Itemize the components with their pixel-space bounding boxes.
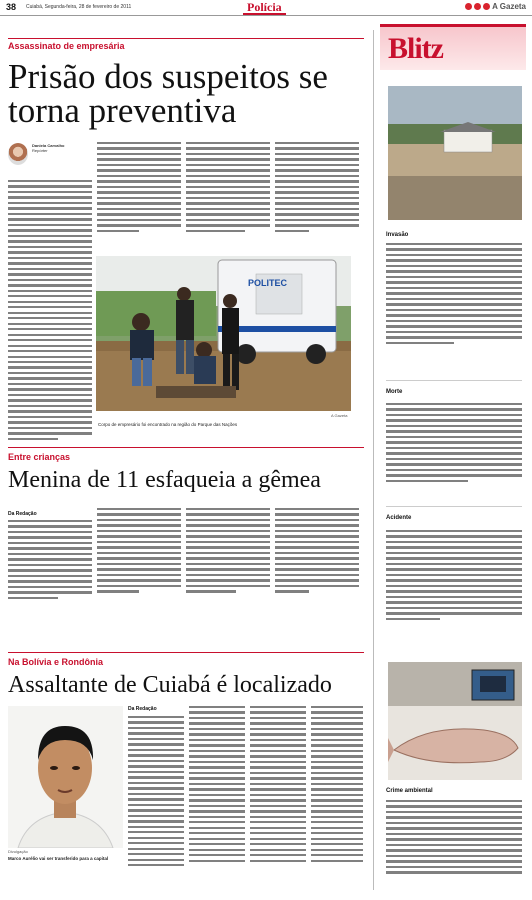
van-label: POLITEC bbox=[248, 278, 288, 288]
sidebar-text-morte bbox=[386, 403, 522, 501]
story2-byline: Da Redação bbox=[8, 511, 37, 517]
section-title: Polícia bbox=[243, 1, 286, 15]
page-number: 38 bbox=[6, 2, 17, 12]
story1-kicker: Assassinato de empresária bbox=[8, 41, 125, 51]
brand-logo bbox=[465, 2, 526, 11]
suspect-photo-caption: Marco Aurélio vai ser transferido para a capital bbox=[8, 856, 109, 861]
logo-dot-icon bbox=[465, 3, 472, 10]
sidebar-text-acidente bbox=[386, 530, 522, 642]
story1-column-3 bbox=[186, 142, 270, 252]
sidebar-heading-crime-ambiental: Crime ambiental bbox=[386, 788, 433, 794]
story1-photo-credit: A Gazeta bbox=[331, 413, 348, 418]
invasion-photo bbox=[388, 86, 522, 220]
story3-column-4 bbox=[311, 706, 363, 892]
seized-fish-illustration bbox=[388, 662, 522, 780]
suspect-photo-credit: Divulgação bbox=[8, 849, 28, 854]
logo-dot-icon bbox=[474, 3, 481, 10]
story2-column-4 bbox=[275, 508, 359, 618]
sidebar-divider bbox=[386, 506, 522, 507]
sidebar-heading-morte: Morte bbox=[386, 389, 403, 395]
sidebar-heading-acidente: Acidente bbox=[386, 515, 412, 521]
fish-photo bbox=[388, 662, 522, 780]
blitz-banner bbox=[380, 24, 526, 70]
kicker-rule bbox=[8, 652, 364, 653]
sidebar-text-crime-ambiental bbox=[386, 800, 522, 892]
story3-headline: Assaltante de Cuiabá é localizado bbox=[8, 672, 332, 698]
logo-dot-icon bbox=[483, 3, 490, 10]
sidebar-divider bbox=[386, 380, 522, 381]
invasion-scene-illustration bbox=[388, 86, 522, 220]
story3-column-2 bbox=[189, 706, 245, 892]
story3-kicker: Na Bolívia e Rondônia bbox=[8, 657, 104, 667]
brand-name: A Gazeta bbox=[492, 2, 526, 11]
story2-column-2 bbox=[97, 508, 181, 618]
sidebar-heading-invasao: Invasão bbox=[386, 232, 409, 238]
story2-kicker: Entre crianças bbox=[8, 452, 71, 462]
author-box bbox=[8, 143, 98, 165]
story1-column-2 bbox=[97, 142, 181, 252]
story1-headline: Prisão dos suspeitos se torna preventiva bbox=[8, 57, 328, 130]
kicker-rule bbox=[8, 447, 364, 448]
story1-photo-caption: Corpo de empresário foi encontrado na região do Parque das Nações bbox=[98, 422, 238, 427]
story3-byline: Da Redação bbox=[128, 706, 157, 712]
column-divider bbox=[373, 30, 374, 890]
author-role: Repórter bbox=[32, 148, 48, 153]
story1-column-1 bbox=[8, 180, 92, 480]
author-name: Daniela Carvalho bbox=[32, 143, 65, 148]
page-header bbox=[0, 0, 532, 16]
story1-photo bbox=[96, 256, 351, 411]
story2-column-1 bbox=[8, 520, 92, 620]
story3-column-1 bbox=[128, 716, 184, 892]
kicker-rule bbox=[8, 38, 364, 39]
sidebar-text-invasao bbox=[386, 243, 522, 369]
dateline: Cuiabá, Segunda-feira, 28 de fevereiro de 2011 bbox=[26, 4, 132, 10]
story2-column-3 bbox=[186, 508, 270, 618]
story3-column-3 bbox=[250, 706, 306, 892]
suspect-portrait-illustration bbox=[8, 706, 123, 848]
blitz-title: Blitz bbox=[388, 32, 443, 65]
story2-headline: Menina de 11 esfaqueia a gêmea bbox=[8, 467, 321, 493]
story1-column-4 bbox=[275, 142, 359, 252]
suspect-photo bbox=[8, 706, 123, 848]
avatar bbox=[8, 143, 28, 165]
crime-scene-illustration bbox=[96, 256, 351, 411]
